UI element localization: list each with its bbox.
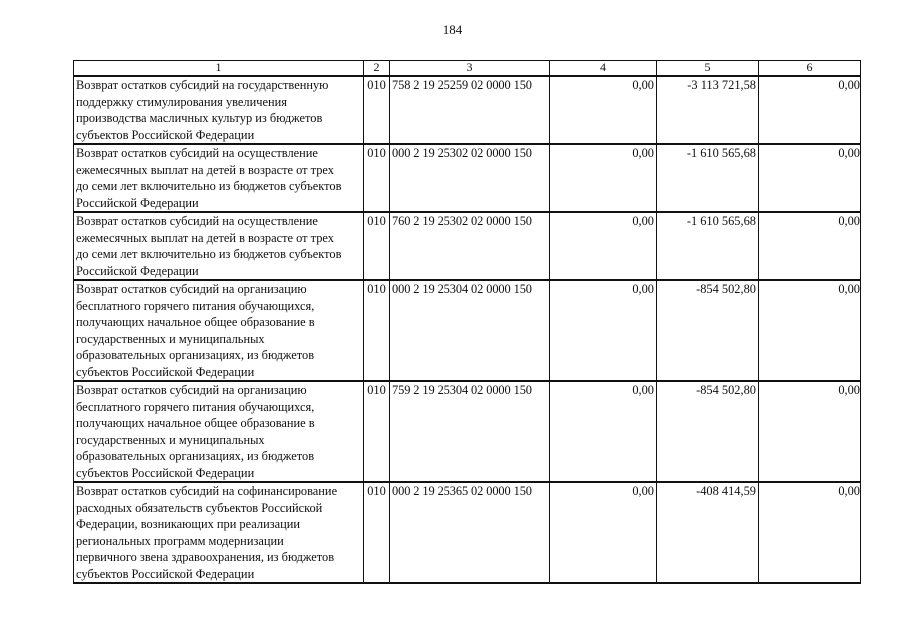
column-header: 4 [550,61,657,77]
table-row [74,482,861,583]
budget-table [73,60,861,584]
description-line: Возврат остатков субсидий на осуществление [76,146,318,160]
column-header: 6 [759,61,861,77]
value-col4: 0,00 [550,144,657,212]
value-col6: 0,00 [759,76,861,144]
admin-code: 010 [364,212,390,280]
description-line: государственных и муниципальных [76,432,265,447]
description-line: получающих начальное общее образование в [76,315,315,329]
budget-code: 760 2 19 25302 02 0000 150 [390,212,550,280]
value-col6: 0,00 [759,280,861,381]
description-line: расходных обязательств субъектов Российской [76,500,323,515]
description-line: Возврат остатков субсидий на организацию [76,282,307,296]
description-line: Российской Федерации [76,195,199,210]
table-row [74,76,861,144]
description-line: региональных программ модернизации [76,533,284,548]
admin-code: 010 [364,381,390,482]
description-line: до семи лет включительно из бюджетов субъектов [76,179,342,193]
description-line: поддержку стимулирования увеличения [76,94,287,109]
row-description [74,76,364,144]
value-col6: 0,00 [759,144,861,212]
page-number: 184 [442,22,463,37]
column-header: 3 [390,61,550,77]
value-col5: -1 610 565,68 [657,144,759,212]
value-col6: 0,00 [759,212,861,280]
value-col5: -854 502,80 [657,280,759,381]
table-row [74,280,861,381]
value-col5: -1 610 565,68 [657,212,759,280]
budget-code: 000 2 19 25302 02 0000 150 [390,144,550,212]
admin-code: 010 [364,482,390,583]
budget-code: 000 2 19 25304 02 0000 150 [390,280,550,381]
value-col4: 0,00 [550,381,657,482]
description-line: ежемесячных выплат на детей в возрасте от трех [76,230,334,245]
admin-code: 010 [364,76,390,144]
row-description [74,280,364,381]
budget-code: 758 2 19 25259 02 0000 150 [390,76,550,144]
table-row [74,212,861,280]
description-line: до семи лет включительно из бюджетов субъектов [76,247,342,261]
admin-code: 010 [364,144,390,212]
description-line: получающих начальное общее образование в [76,416,315,430]
value-col4: 0,00 [550,482,657,583]
column-header: 5 [657,61,759,77]
description-line: Возврат остатков субсидий на софинансирование [76,484,338,498]
column-header: 1 [74,61,364,77]
row-description [74,144,364,212]
value-col4: 0,00 [550,280,657,381]
admin-code: 010 [364,280,390,381]
row-description [74,212,364,280]
description-line: образовательных организациях, из бюджетов [76,449,315,463]
description-line: субъектов Российской Федерации [76,465,255,480]
budget-code: 000 2 19 25365 02 0000 150 [390,482,550,583]
value-col6: 0,00 [759,381,861,482]
description-line: производства масличных культур из бюджетов [76,111,323,125]
value-col6: 0,00 [759,482,861,583]
value-col4: 0,00 [550,76,657,144]
description-line: Возврат остатков субсидий на государственную [76,78,329,92]
description-line: субъектов Российской Федерации [76,364,255,379]
header-row [74,61,861,77]
value-col4: 0,00 [550,212,657,280]
description-line: бесплатного горячего питания обучающихся, [76,298,315,313]
description-line: Федерации, возникающих при реализации [76,517,300,531]
value-col5: -3 113 721,58 [657,76,759,144]
column-header: 2 [364,61,390,77]
budget-code: 759 2 19 25304 02 0000 150 [390,381,550,482]
description-line: Российской Федерации [76,263,199,278]
description-line: Возврат остатков субсидий на организацию [76,383,307,397]
table-row [74,381,861,482]
value-col5: -854 502,80 [657,381,759,482]
row-description [74,381,364,482]
description-line: образовательных организациях, из бюджетов [76,348,315,362]
description-line: субъектов Российской Федерации [76,566,255,581]
table-row [74,144,861,212]
description-line: Возврат остатков субсидий на осуществление [76,214,318,228]
row-description [74,482,364,583]
value-col5: -408 414,59 [657,482,759,583]
description-line: первичного звена здравоохранения, из бюджетов [76,550,335,564]
description-line: бесплатного горячего питания обучающихся, [76,399,315,414]
description-line: ежемесячных выплат на детей в возрасте от трех [76,162,334,177]
description-line: субъектов Российской Федерации [76,127,255,142]
description-line: государственных и муниципальных [76,331,265,346]
